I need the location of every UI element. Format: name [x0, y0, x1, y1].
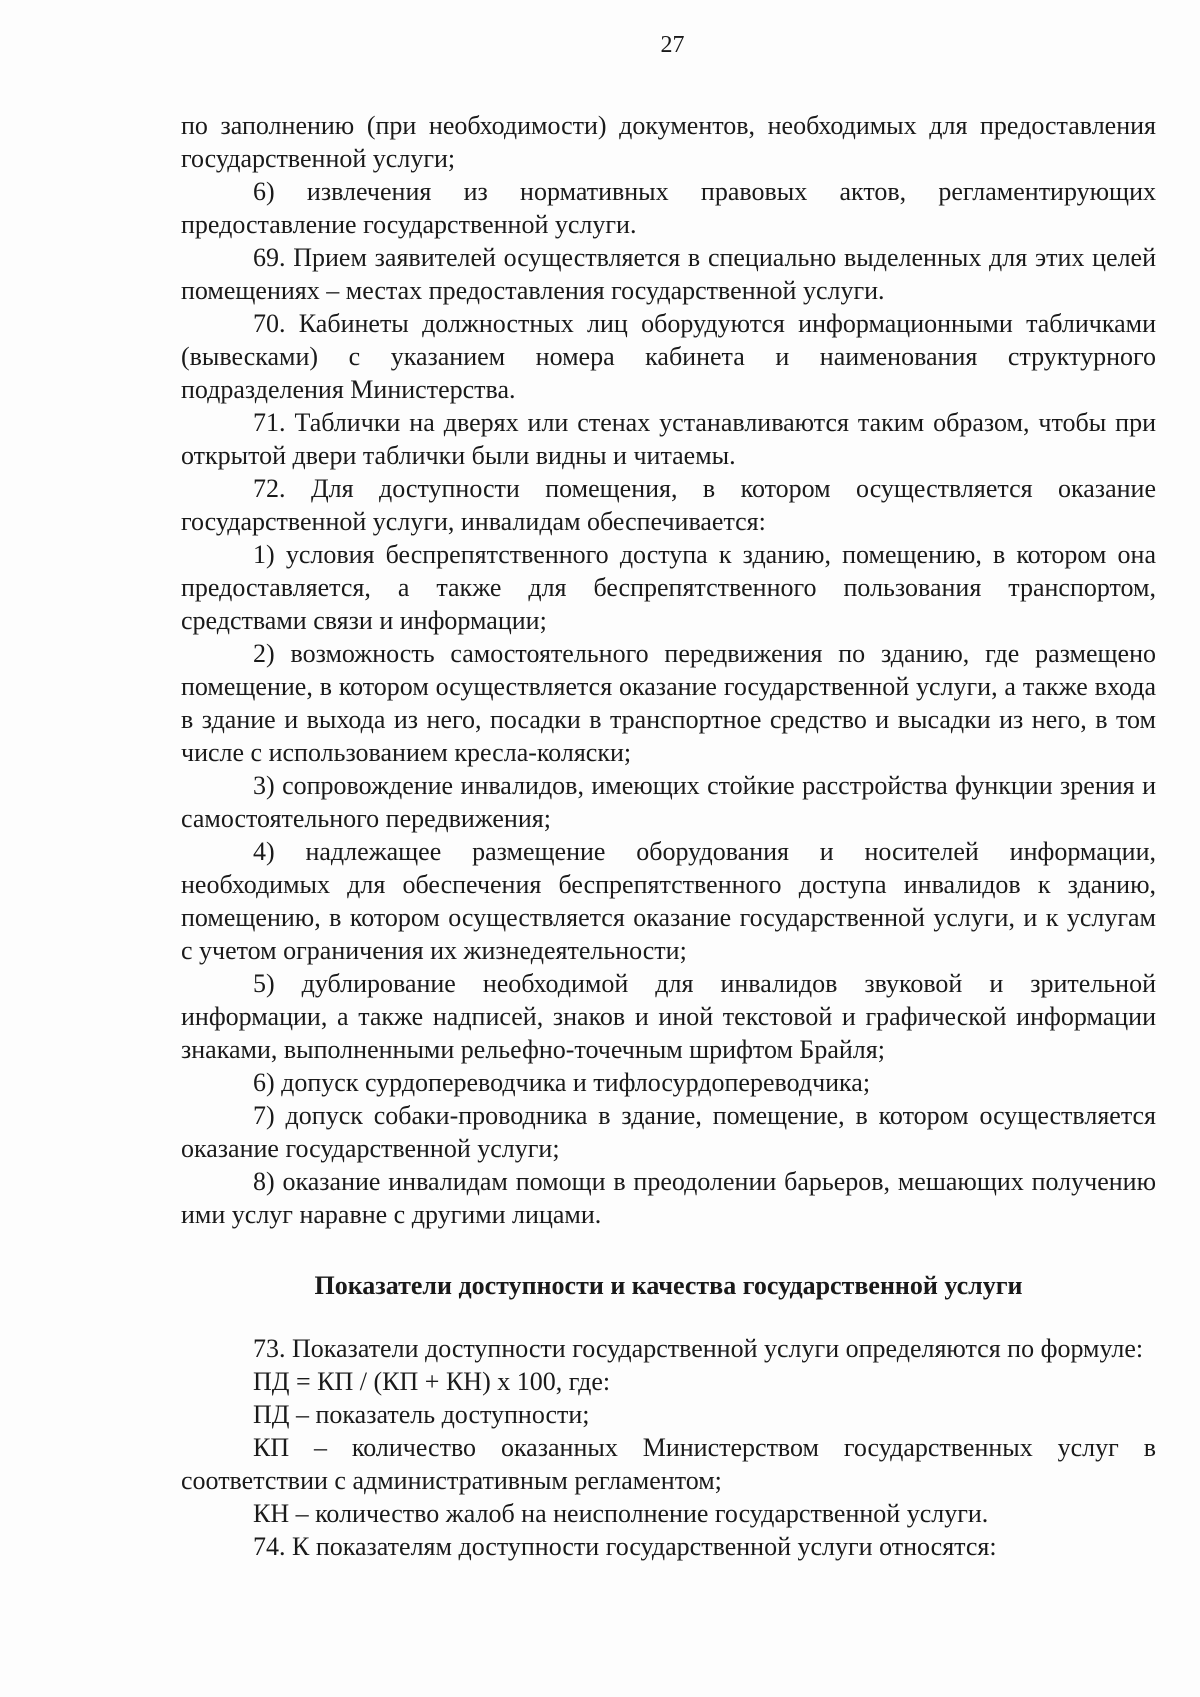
paragraph: по заполнению (при необходимости) документов, необходимых для предоставления государственной услуги;	[181, 111, 1156, 173]
paragraph: ПД – показатель доступности;	[253, 1400, 590, 1429]
paragraph: ПД = КП / (КП + КН) х 100, где:	[253, 1367, 611, 1396]
section-heading: Показатели доступности и качества государственной услуги	[314, 1271, 1023, 1300]
paragraph: 8) оказание инвалидам помощи в преодолении барьеров, мешающих получению ими услуг наравне с другими лицами.	[181, 1167, 1156, 1229]
paragraph: 69. Прием заявителей осуществляется в специально выделенных для этих целей помещениях – местах предоставления государственной услуги.	[181, 243, 1156, 305]
paragraph: 74. К показателям доступности государственной услуги относятся:	[253, 1532, 997, 1561]
page-number: 27	[660, 32, 685, 58]
paragraphs-after-heading	[181, 1332, 1156, 1563]
paragraph: 2) возможность самостоятельного передвижения по зданию, где размещено помещение, в котором осуществляется оказание государственной услуги, а также входа в здание и выхода из него, посадки в транспортное средство и высадки из него, в том числе с использованием кресла-коляски;	[181, 639, 1156, 767]
paragraph: 71. Таблички на дверях или стенах устанавливаются таким образом, чтобы при открытой двери таблички были видны и читаемы.	[181, 408, 1156, 470]
paragraph: 7) допуск собаки-проводника в здание, помещение, в котором осуществляется оказание государственной услуги;	[181, 1101, 1156, 1163]
paragraph: 1) условия беспрепятственного доступа к зданию, помещению, в котором она предоставляется, а также для беспрепятственного пользования транспортом, средствами связи и информации;	[181, 540, 1156, 635]
paragraph: КН – количество жалоб на неисполнение государственной услуги.	[253, 1499, 989, 1528]
paragraph: 70. Кабинеты должностных лиц оборудуются информационными табличками (вывесками) с указанием номера кабинета и наименования структурного подразделения Министерства.	[181, 309, 1156, 404]
document-body	[181, 109, 1156, 1563]
paragraph: 4) надлежащее размещение оборудования и носителей информации, необходимых для обеспечения беспрепятственного доступа инвалидов к зданию, помещению, в котором осуществляется оказание государственной услуги, и к услугам с учетом ограничения их жизнедеятельности;	[181, 837, 1156, 965]
paragraph: 3) сопровождение инвалидов, имеющих стойкие расстройства функции зрения и самостоятельного передвижения;	[181, 771, 1156, 833]
paragraph: 72. Для доступности помещения, в котором осуществляется оказание государственной услуги, инвалидам обеспечивается:	[181, 474, 1156, 536]
paragraph: 6) допуск сурдопереводчика и тифлосурдопереводчика;	[253, 1068, 871, 1097]
paragraph: 5) дублирование необходимой для инвалидов звуковой и зрительной информации, а также надписей, знаков и иной текстовой и графической информации знаками, выполненными рельефно-точечным шрифтом Брайля;	[181, 969, 1156, 1064]
paragraph: КП – количество оказанных Министерством государственных услуг в соответствии с административным регламентом;	[181, 1433, 1156, 1495]
paragraphs-before-heading	[181, 109, 1156, 1231]
paragraph: 6) извлечения из нормативных правовых актов, регламентирующих предоставление государственной услуги.	[181, 177, 1156, 239]
paragraph: 73. Показатели доступности государственной услуги определяются по формуле:	[253, 1334, 1144, 1363]
